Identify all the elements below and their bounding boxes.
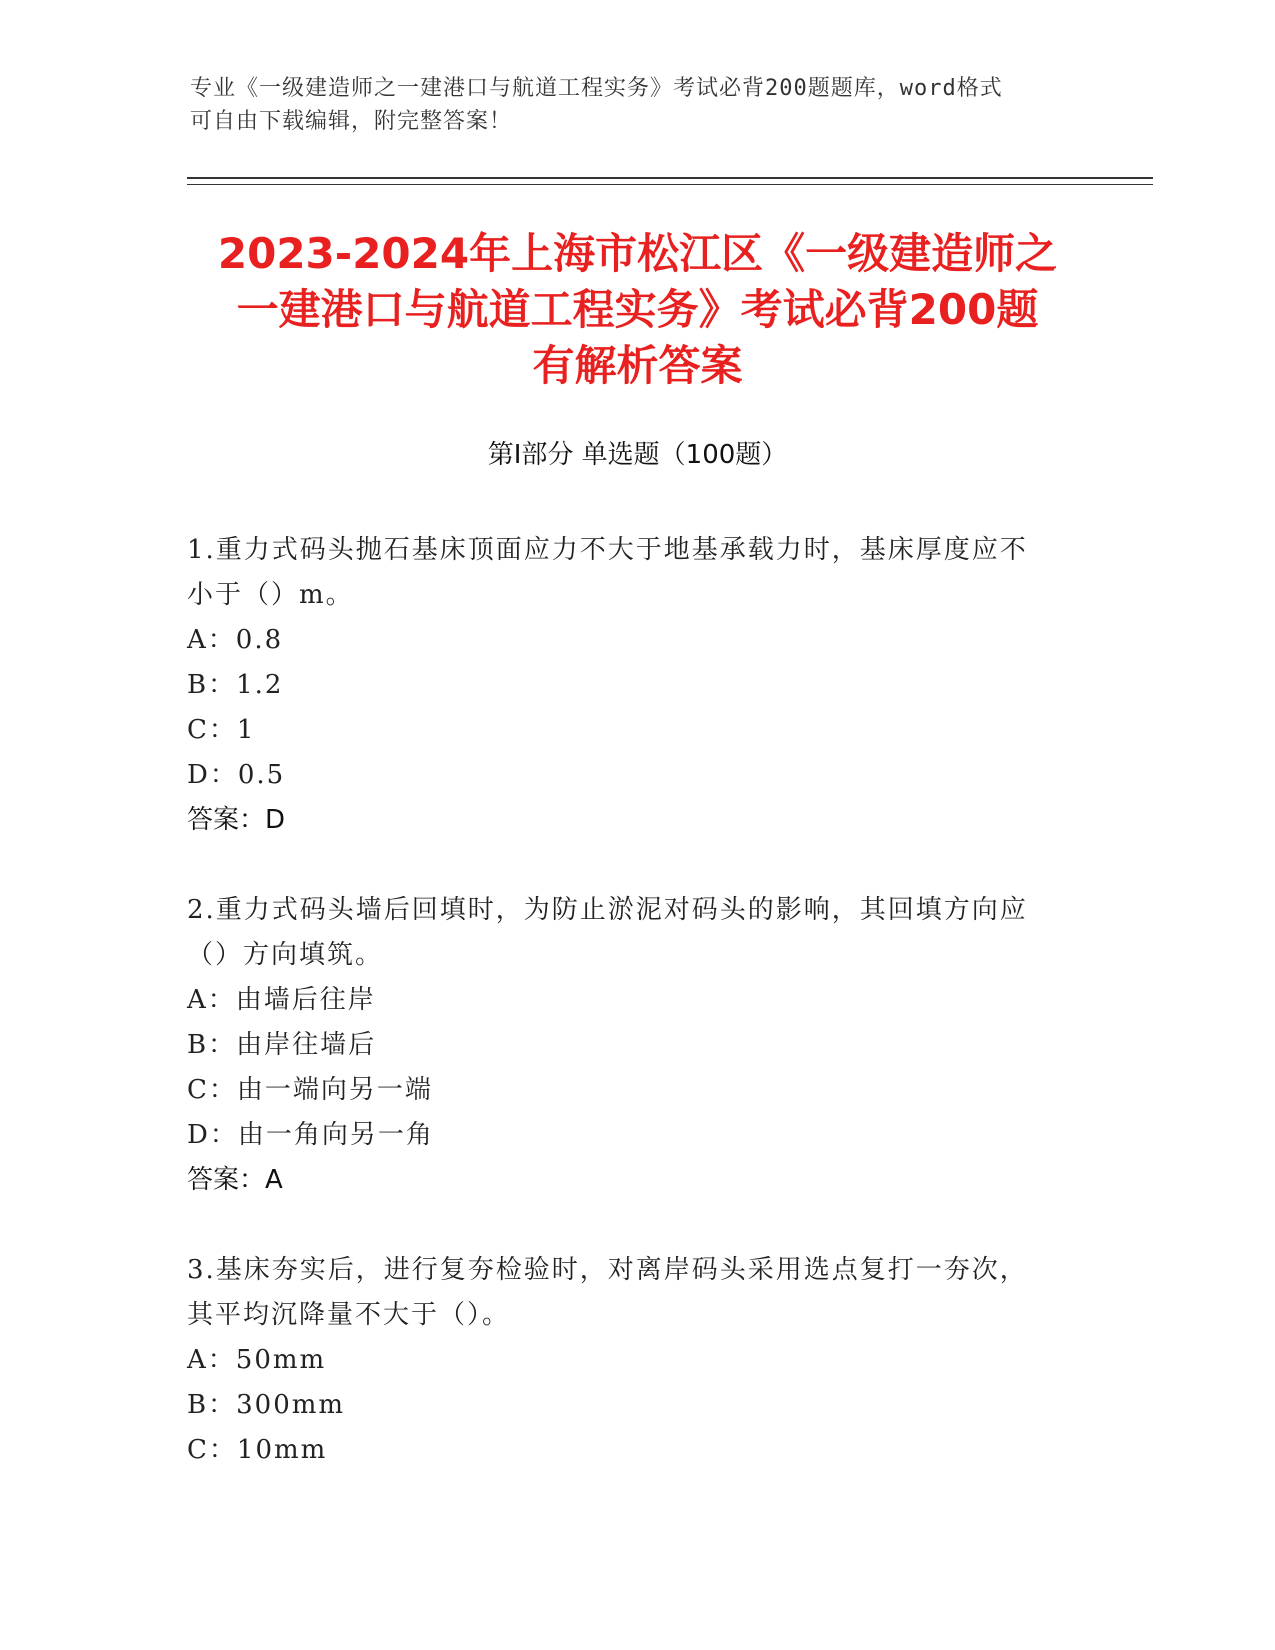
option-a	[187, 618, 1067, 663]
option-a	[187, 978, 1067, 1023]
header-note	[190, 72, 1070, 138]
option-key: D：	[187, 760, 238, 790]
option-text: 1	[236, 715, 256, 745]
option-text: 由一端向另一端	[236, 1075, 433, 1105]
option-key: B：	[187, 1390, 237, 1420]
answer: 答案：A	[187, 1165, 283, 1195]
header-note-line1: 专业《一级建造师之一建港口与航道工程实务》考试必背200题题库，word格式	[190, 76, 1003, 101]
option-key: A：	[187, 625, 236, 655]
header-divider-thin	[187, 184, 1153, 185]
option-b	[187, 1023, 1067, 1068]
document-title-line2: 一建港口与航道工程实务》考试必背200题	[236, 285, 1039, 334]
header-note-line2: 可自由下载编辑，附完整答案！	[190, 109, 513, 134]
option-text: 0.8	[235, 625, 284, 655]
header-divider-thick	[187, 177, 1153, 179]
option-key: B：	[187, 1030, 237, 1060]
option-key: B：	[187, 670, 237, 700]
question-stem-line1: 1.重力式码头抛石基床顶面应力不大于地基承载力时，基床厚度应不	[187, 535, 1028, 565]
answer: 答案：D	[187, 805, 286, 835]
option-text: 0.5	[237, 760, 286, 790]
option-text: 50mm	[235, 1345, 327, 1375]
option-d	[187, 753, 1067, 798]
question-2	[187, 888, 1067, 1203]
option-key: C：	[187, 1075, 237, 1105]
question-stem-line1: 3.基床夯实后，进行复夯检验时，对离岸码头采用选点复打一夯次，	[187, 1255, 1028, 1285]
option-text: 300mm	[236, 1390, 346, 1420]
option-key: C：	[187, 1435, 237, 1465]
option-b	[187, 1383, 1067, 1428]
question-stem-line1: 2.重力式码头墙后回填时，为防止淤泥对码头的影响，其回填方向应	[187, 895, 1028, 925]
section-heading: 第Ⅰ部分 单选题（100题）	[487, 440, 788, 470]
question-stem-line2: 其平均沉降量不大于（）。	[187, 1300, 511, 1330]
option-b	[187, 663, 1067, 708]
option-text: 由墙后往岸	[235, 985, 376, 1015]
option-text: 由岸往墙后	[236, 1030, 377, 1060]
option-text: 由一角向另一角	[237, 1120, 434, 1150]
option-a	[187, 1338, 1067, 1383]
option-text: 1.2	[236, 670, 284, 700]
document-title-line3: 有解析答案	[532, 341, 743, 390]
question-list	[187, 528, 1067, 1518]
question-stem-line2: 小于（）m。	[187, 580, 354, 610]
option-key: D：	[187, 1120, 238, 1150]
document-title-line1: 2023-2024年上海市松江区《一级建造师之	[217, 229, 1058, 278]
option-c	[187, 708, 1067, 753]
question-stem-line2: （）方向填筑。	[187, 940, 384, 970]
option-d	[187, 1113, 1067, 1158]
option-key: A：	[187, 985, 236, 1015]
option-key: C：	[187, 715, 237, 745]
option-text: 10mm	[236, 1435, 328, 1465]
option-c	[187, 1428, 1067, 1473]
question-3	[187, 1248, 1067, 1473]
document-title	[150, 226, 1125, 394]
option-key: A：	[187, 1345, 236, 1375]
question-1	[187, 528, 1067, 843]
option-c	[187, 1068, 1067, 1113]
